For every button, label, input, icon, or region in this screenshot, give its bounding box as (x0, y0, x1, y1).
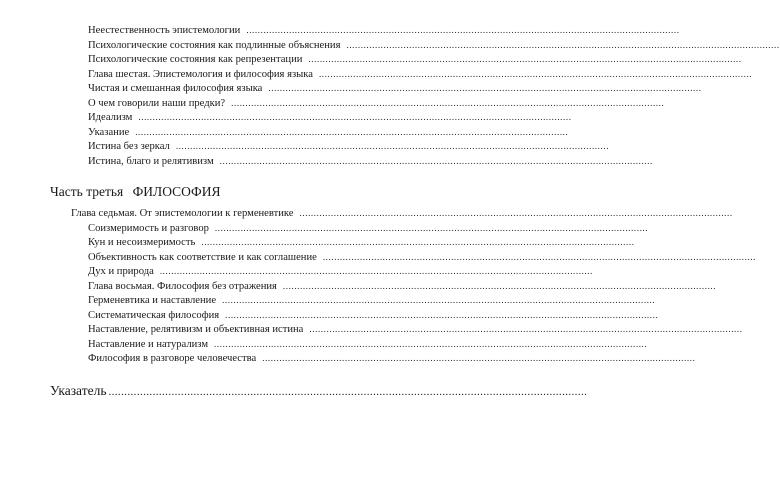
dot-leader: ........................................................................................................................................................ (262, 353, 696, 363)
toc-entry (88, 125, 569, 140)
toc-entry-label: Дух и природа (88, 266, 154, 277)
part-title: ФИЛОСОФИЯ (132, 184, 221, 199)
toc-entry (88, 279, 717, 294)
dot-leader: ........................................................................................................................................................ (225, 309, 659, 320)
toc-entry-label: Указание (88, 126, 130, 138)
dot-leader: ........................................................................................................................................................ (308, 54, 742, 64)
index-entry (50, 383, 588, 400)
toc-entry-label: Истина без зеркал (88, 141, 170, 152)
dot-leader: ........................................................................................................................................................ (138, 112, 572, 122)
toc-entry-label: Чистая и смешанная философия языка (88, 83, 263, 94)
dot-leader: ........................................................................................................................................................ (175, 141, 610, 151)
toc-entry (88, 52, 742, 67)
toc-entry-label: Психологические состояния как репрезентации (88, 54, 303, 65)
toc-entry-label: О чем говорили наши предки? (88, 97, 226, 109)
part-heading (50, 184, 220, 200)
toc-entry-label: Неестественность эпистемологии (88, 25, 241, 36)
toc-entry (88, 139, 610, 154)
toc-entry (88, 38, 780, 53)
toc-entry (88, 110, 572, 125)
dot-leader: ........................................................................................................................................................ (219, 155, 653, 166)
toc-entry-label: Философия в разговоре человечества (88, 353, 257, 364)
toc-entry (88, 322, 743, 337)
toc-entry (88, 23, 680, 38)
dot-leader: ........................................................................................................................................................ (222, 295, 656, 305)
index-label: Указатель (50, 383, 107, 398)
toc-entry (88, 221, 649, 236)
toc-entry (88, 81, 702, 96)
dot-leader: ........................................................................................................................................................ (135, 126, 569, 137)
toc-entry-label: Истина, благо и релятивизм (88, 155, 214, 167)
dot-leader: ........................................................................................................................................................ (309, 324, 743, 334)
part-label: Часть третья (50, 184, 124, 199)
toc-entry (88, 235, 635, 250)
dot-leader: ........................................................................................................................................................ (322, 251, 757, 262)
toc-entry (88, 96, 665, 111)
dot-leader: ........................................................................................................................................................ (159, 266, 594, 276)
toc-entry-label: Систематическая философия (88, 309, 220, 321)
toc-entry-label: Идеализм (88, 112, 133, 123)
toc-entry (88, 293, 656, 308)
dot-leader: ........................................................................................................................................................ (282, 280, 717, 291)
toc-entry-label: Глава седьмая. От эпистемологии к герменевтике (71, 208, 294, 219)
dot-leader: ........................................................................................................................................................ (214, 338, 648, 349)
dot-leader: ........................................................................................................................................................ (214, 222, 649, 233)
dot-leader: ........................................................................................................................................................ (299, 208, 733, 218)
toc-entry (88, 351, 696, 366)
toc-entry (88, 67, 753, 82)
dot-leader: ........................................................................................................................................................ (231, 97, 665, 108)
dot-leader: ........................................................................................................................................................ (318, 68, 753, 79)
toc-entry-label: Герменевтика и наставление (88, 295, 217, 306)
dot-leader: ........................................................................................................................................................ (346, 39, 780, 50)
toc-entry (88, 308, 659, 323)
toc-entry-label: Психологические состояния как подлинные объяснения (88, 39, 341, 51)
toc-entry-label: Наставление и натурализм (88, 338, 209, 350)
dot-leader: ........................................................................................................................................................ (108, 386, 588, 398)
toc-entry (88, 264, 594, 279)
toc-entry-label: Кун и несоизмеримость (88, 237, 196, 248)
toc-entry-label: Соизмеримость и разговор (88, 222, 209, 234)
dot-leader: ........................................................................................................................................................ (268, 83, 702, 93)
toc-entry-label: Глава восьмая. Философия без отражения (88, 280, 277, 292)
toc-entry (88, 250, 757, 265)
toc-entry-label: Глава шестая. Эпистемология и философия языка (88, 68, 313, 80)
toc-entry (88, 154, 653, 169)
dot-leader: ........................................................................................................................................................ (201, 237, 635, 247)
toc-entry-label: Наставление, релятивизм и объективная истина (88, 324, 304, 335)
toc-entry-label: Объективность как соответствие и как соглашение (88, 251, 317, 263)
dot-leader: ........................................................................................................................................................ (246, 25, 680, 35)
toc-entry (88, 337, 648, 352)
chapter-entry (71, 206, 733, 221)
